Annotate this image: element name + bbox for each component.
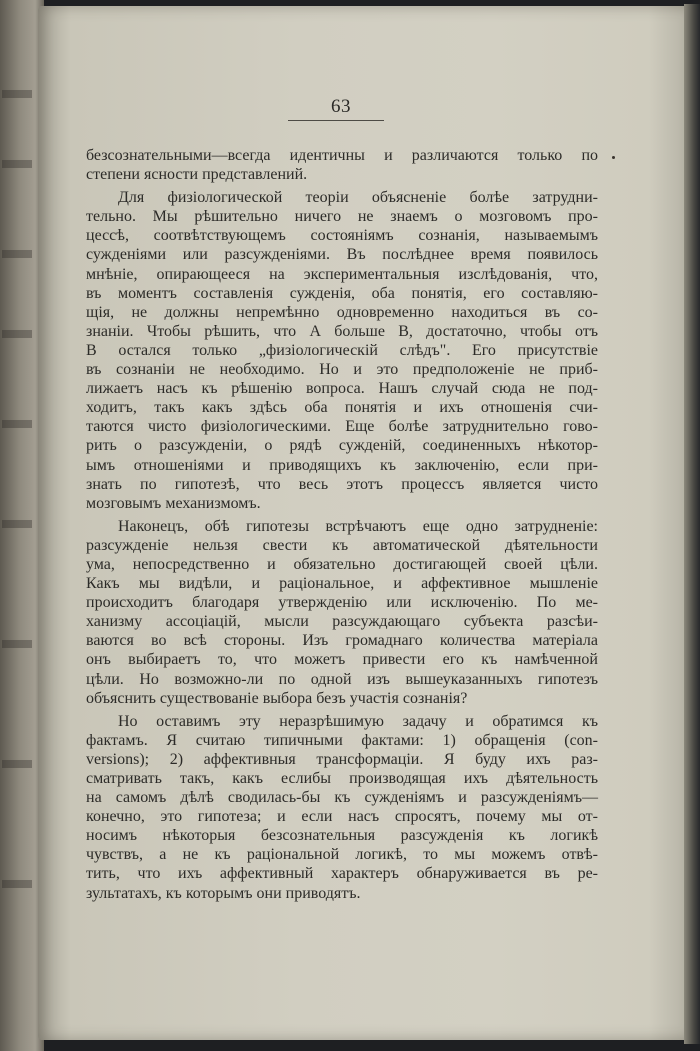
text-line: онъ выбираетъ то, что можетъ привести его къ намѣченной [86,651,598,669]
text-line: Какъ мы видѣли, и раціональное, и аффективное мышленіе [86,575,598,593]
header-rule [288,120,384,121]
text-line: тельно. Мы рѣшительно ничего не знаемъ о мозговомъ про- [86,208,598,226]
text-line: сматривать такъ, какъ еслибы производящая ихъ дѣятельность [86,770,598,787]
text-line: цессѣ, соотвѣтствующемъ состояніямъ сознанія, называемымъ [86,227,598,245]
text-line: сужденіями или разсужденіями. Въ послѣднее время появилось [86,246,598,264]
paragraph [86,517,598,708]
text-line: ваются во всѣ стороны. Изъ громаднаго количества матеріала [86,632,598,650]
text-line: въ моментъ составленія сужденія, оба понятія, его составляю- [86,284,598,302]
text-line: тить, что ихъ аффективный характеръ обнаруживается въ ре- [86,865,598,883]
text-line: ымъ отношеніями и приводящихъ къ заключенію, если при- [86,456,598,474]
text-line: Наконецъ, обѣ гипотезы встрѣчаютъ еще одно затрудненіе: [118,517,598,535]
text-line: происходитъ благодаря утвержденію или исключенію. По ме- [86,594,598,612]
text-line: знаніи. Чтобы рѣшить, что А больше В, достаточно, чтобы отъ [86,322,598,340]
text-line: знать по гипотезѣ, что весь этотъ процессъ является чисто [86,475,598,493]
text-line: конечно, это гипотеза; и если насъ спросятъ, почему мы от- [86,808,598,826]
text-line: зультатахъ, къ которымъ они приводятъ. [86,884,361,902]
body-text [86,146,598,907]
text-line: рить о разсужденіи, о рядѣ сужденій, соединенныхъ нѣкотор- [86,437,598,455]
text-line: чувствъ, а не къ раціональной логикѣ, то мы можемъ отвѣ- [86,846,598,864]
text-line: Но оставимъ эту неразрѣшимую задачу и обратимся къ [118,712,598,730]
page-number: 63 [331,96,351,117]
text-line: фактамъ. Я считаю типичными фактами: 1) обращенія (con- [86,731,598,749]
page-stack-edge [684,4,700,1044]
text-line: въ сознаніи не необходимо. Но и это предположеніе не приб- [86,361,598,379]
text-line: В остался только „физіологическій слѣдъ". Его присутствіе [86,341,598,359]
text-line: мнѣніе, опирающееся на экспериментальныя изслѣдованія, что, [86,265,598,283]
paragraph [86,712,598,903]
text-line: на самомъ дѣлѣ сводилась-бы къ сужденіямъ и разсужденіямъ— [86,789,598,807]
text-line: щія, не должны непремѣнно одновременно находиться въ со- [86,303,598,321]
text-line: безсознательными—всегда идентичны и различаются только по [86,147,598,164]
text-line: лижаетъ насъ къ рѣшенію вопроса. Нашъ случай сюда не под- [86,380,598,398]
text-line: разсужденіе нельзя свести къ автоматической дѣятельности [86,536,598,554]
text-line: ходитъ, такъ какъ здѣсь оба понятія и ихъ отношенія счи- [86,399,598,417]
text-line: носимъ нѣкоторыя безсознательныя разсужденія къ логикѣ [86,827,598,845]
ink-speck [612,156,615,159]
paragraph [86,146,598,184]
paragraph [86,188,598,513]
text-line: степени ясности представлений. [86,166,308,184]
text-line: Для физіологической теоріи объясненіе болѣе затрудни- [118,189,598,207]
text-line: мозговымъ механизмомъ. [86,494,261,512]
text-line: цѣли. Но возможно-ли по одной изъ вышеуказанныхъ гипотезъ [86,670,598,688]
text-line: ханизму ассоціацій, мысли разсуждающаго субъекта разсѣи- [86,613,598,631]
text-line: ума, непосредственно и обязательно достигающей своей цѣли. [86,555,598,573]
text-line: объяснить существованіе выбора безъ участія сознанія? [86,689,468,707]
text-line: таются чисто физіологическими. Еще болѣе затруднительно гово- [86,418,598,436]
text-line: versions); 2) аффективныя трансформаціи. Я буду ихъ раз- [86,750,598,768]
